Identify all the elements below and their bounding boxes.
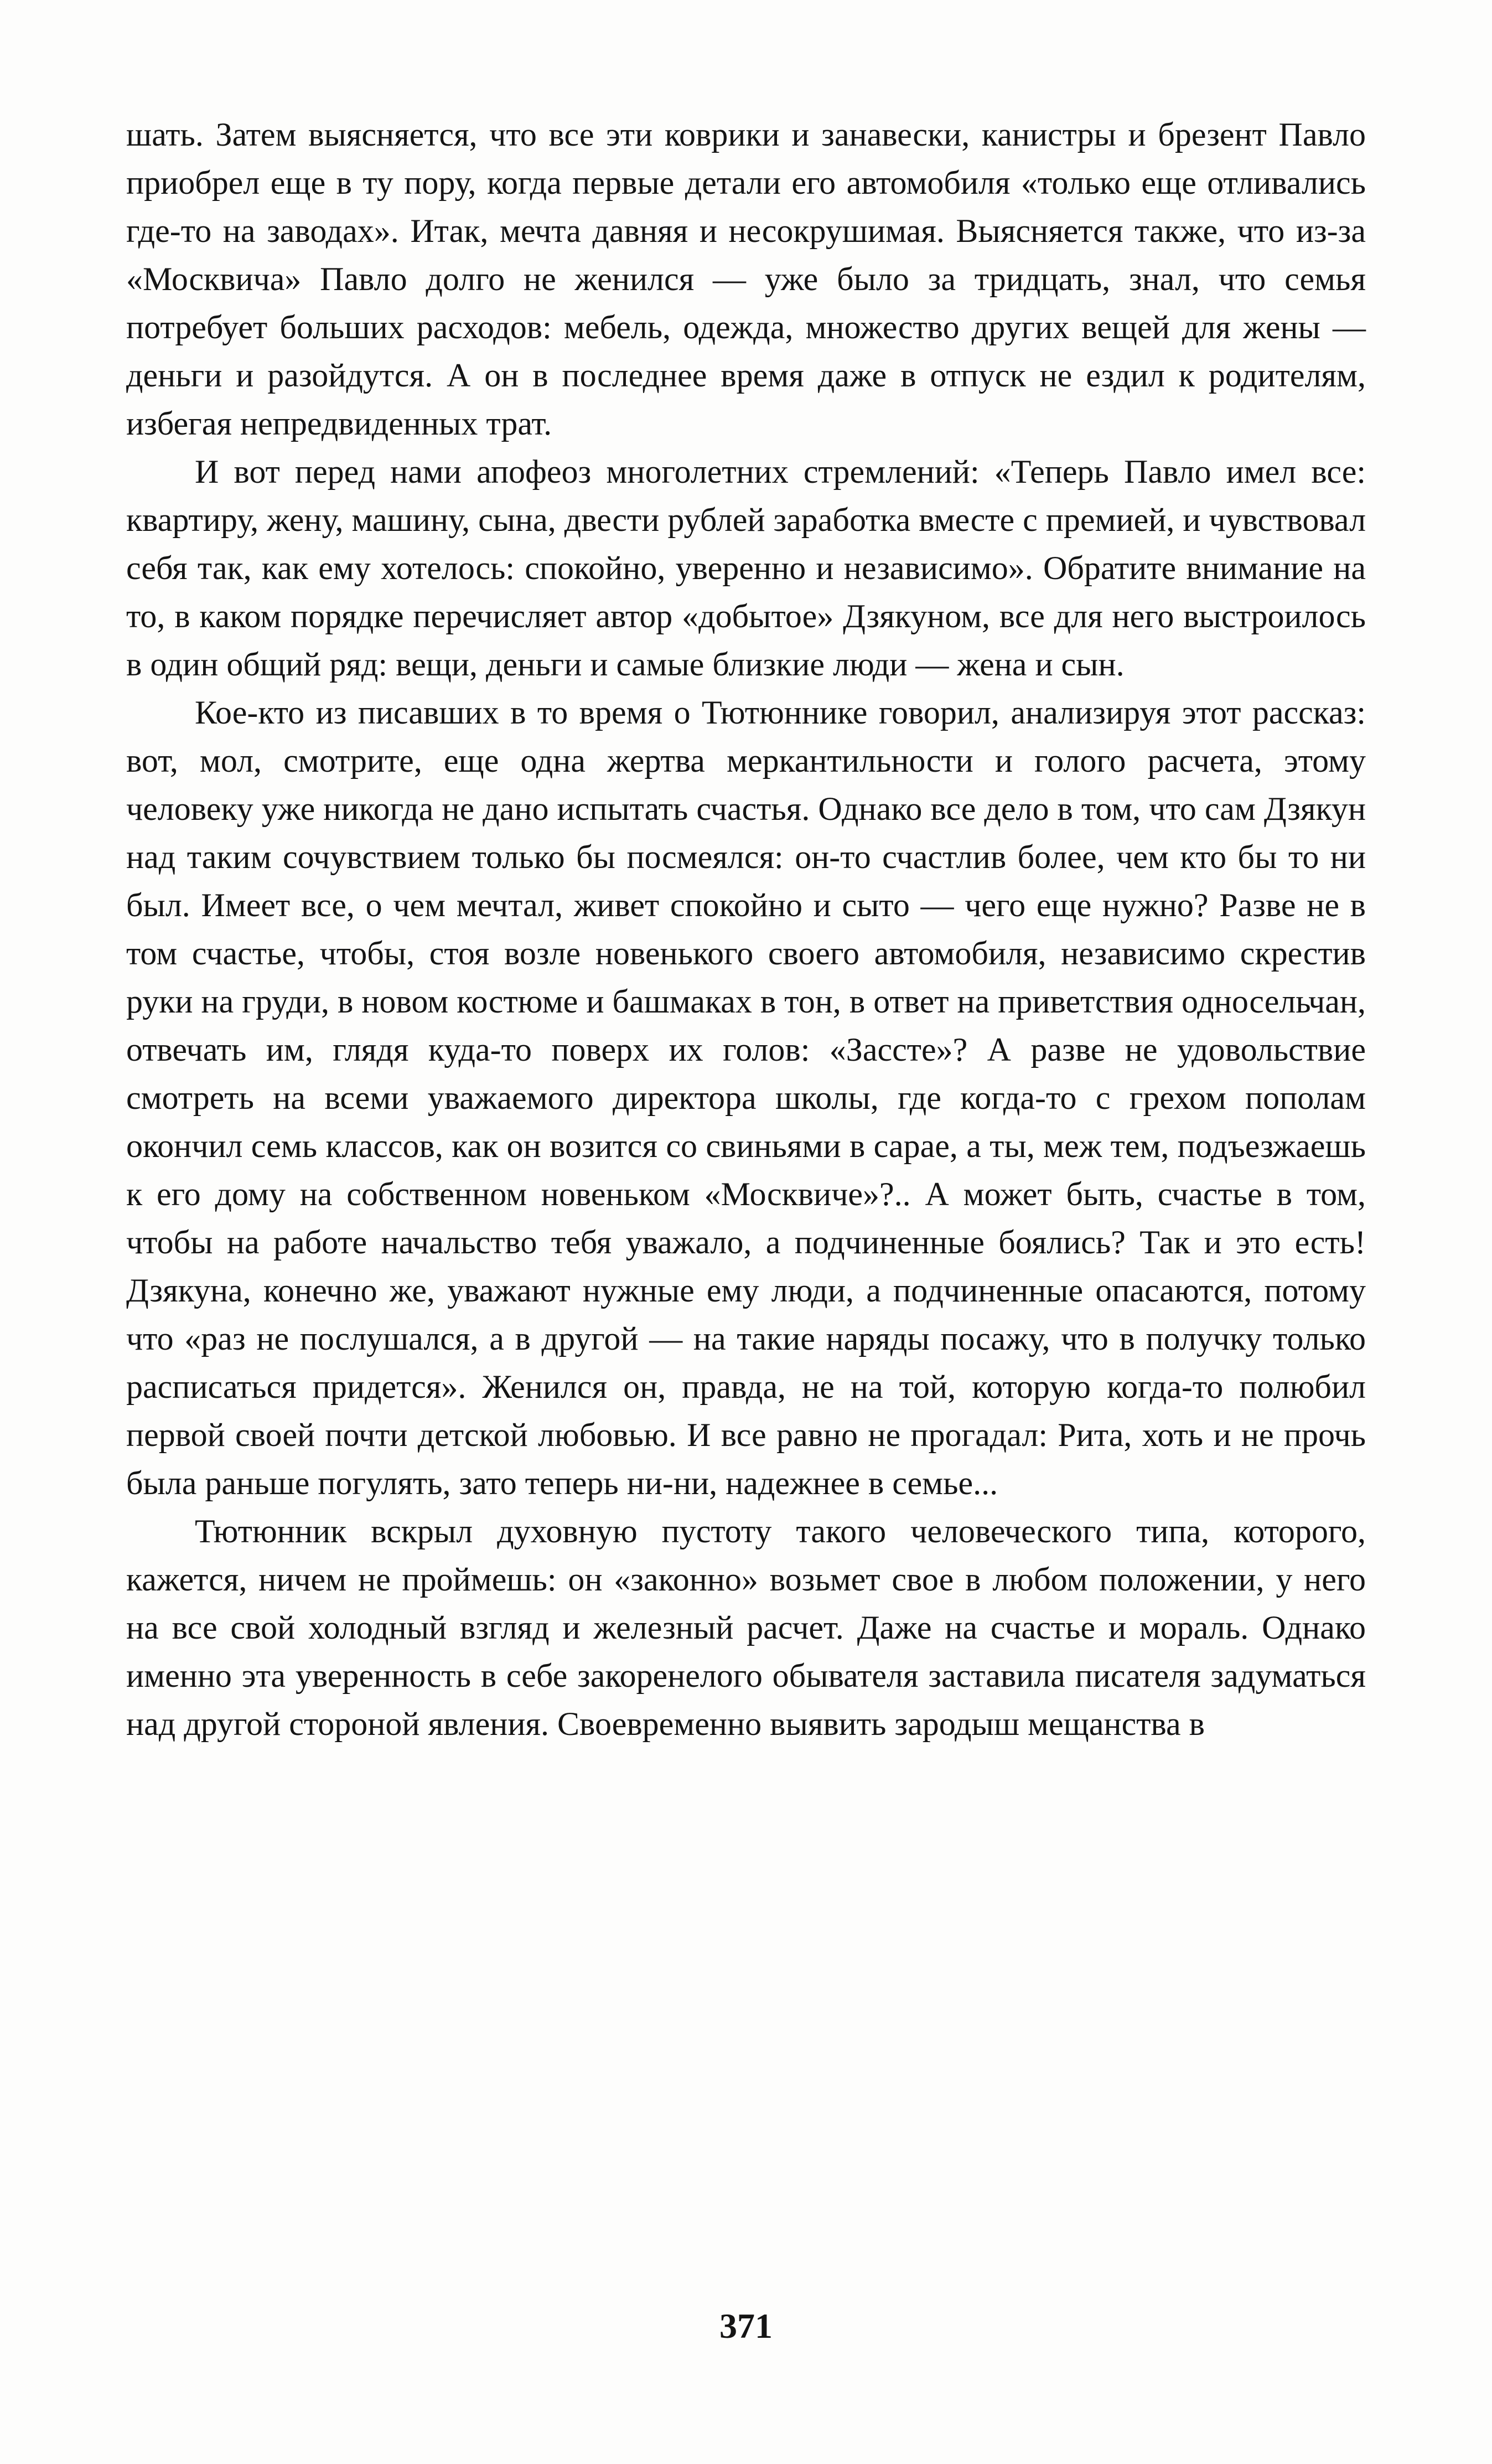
paragraph-1: шать. Затем выясняется, что все эти коврики и занавески, канистры и брезент Павло приобрел еще в ту пору, когда первые детали его автомобиля «только еще отливались где-то на заводах». Итак, мечта давняя и несокрушимая. Выясняется также, что из-за «Москвича» Павло долго не женился — уже было за тридцать, знал, что семья потребует больших расходов: мебель, одежда, множество других вещей для жены — деньги и разойдутся. А он в последнее время даже в отпуск не ездил к родителям, избегая непредвиденных трат. — [126, 116, 1366, 442]
paragraph-2: И вот перед нами апофеоз многолетних стремлений: «Теперь Павло имел все: квартиру, жену, машину, сына, двести рублей заработка вместе с премией, и чувствовал себя так, как ему хотелось: спокойно, уверенно и независимо». Обратите внимание на то, в каком порядке перечисляет автор «добытое» Дзякуном, все для него выстроилось в один общий ряд: вещи, деньги и самые близкие люди — жена и сын. — [126, 453, 1366, 683]
page-number: 371 — [719, 2306, 773, 2346]
body-text — [126, 111, 1366, 1748]
paragraph-3: Кое-кто из писавших в то время о Тютюннике говорил, анализируя этот рассказ: вот, мол, смотрите, еще одна жертва меркантильности и голого расчета, этому человеку уже никогда не дано испытать счастья. Однако все дело в том, что сам Дзякун над таким сочувствием только бы посмеялся: он-то счастлив более, чем кто бы то ни был. Имеет все, о чем мечтал, живет спокойно и сыто — чего еще нужно? Разве не в том счастье, чтобы, стоя возле новенького своего автомобиля, независимо скрестив руки на груди, в новом костюме и башмаках в тон, в ответ на приветствия односельчан, отвечать им, глядя куда-то поверх их голов: «Зассте»? А разве не удовольствие смотреть на всеми уважаемого директора школы, где когда-то с грехом пополам окончил семь классов, как он возится со свиньями в сарае, а ты, меж тем, подъезжаешь к его дому на собственном новеньком «Москвиче»?.. А может быть, счастье в том, чтобы на работе начальство тебя уважало, а подчиненные боялись? Так и это есть! Дзякуна, конечно же, уважают нужные ему люди, а подчиненные опасаются, потому что «раз не послушался, а в другой — на такие наряды посажу, что в получку только расписаться придется». Женился он, правда, не на той, которую когда-то полюбил первой своей почти детской любовью. И все равно не прогадал: Рита, хоть и не прочь была раньше погулять, зато теперь ни-ни, надежнее в семье... — [126, 694, 1366, 1501]
paragraph-4: Тютюнник вскрыл духовную пустоту такого человеческого типа, которого, кажется, ничем не проймешь: он «законно» возьмет свое в любом положении, у него на все свой холодный взгляд и железный расчет. Даже на счастье и мораль. Однако именно эта уверенность в себе закоренелого обывателя заставила писателя задуматься над другой стороной явления. Своевременно выявить зародыш мещанства в — [126, 1513, 1366, 1742]
